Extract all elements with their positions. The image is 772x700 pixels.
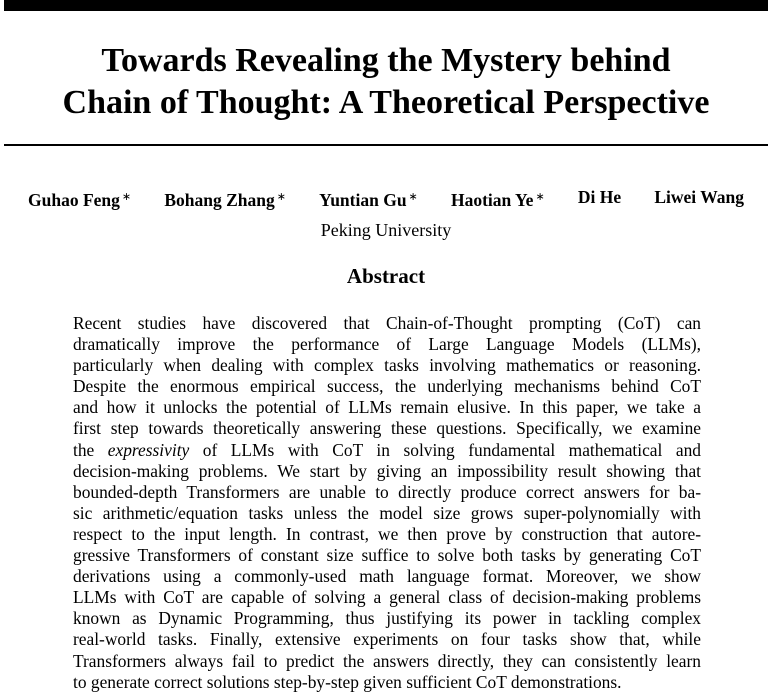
top-rule bbox=[4, 0, 768, 11]
title-line-2: Chain of Thought: A Theoretical Perspective bbox=[62, 84, 710, 121]
abstract-line: the expressivity of LLMs with CoT in solving fundamental mathematical and bbox=[73, 439, 702, 460]
author-list bbox=[28, 185, 744, 212]
author: Di He bbox=[577, 187, 622, 207]
affiliation: Peking University bbox=[320, 220, 452, 240]
title-bottom-rule bbox=[4, 144, 768, 146]
equal-contribution-mark: ∗ bbox=[121, 191, 132, 203]
equal-contribution-mark: ∗ bbox=[535, 191, 545, 203]
author: Guhao Feng ∗ bbox=[28, 190, 132, 210]
abstract-line: gressive Transformers of constant size suffice to solve both tasks by generating CoT bbox=[73, 545, 701, 566]
abstract-body bbox=[73, 313, 701, 693]
abstract-line: respect to the input length. In contrast, we then prove by construction that autore- bbox=[73, 523, 701, 544]
abstract-line: particularly when dealing with complex tasks involving mathematics or reasoning. bbox=[73, 355, 701, 376]
abstract-line: dramatically improve the performance of Large Language Models (LLMs), bbox=[73, 334, 701, 355]
abstract-line: LLMs with CoT are capable of solving a general class of decision-making problems bbox=[73, 587, 701, 608]
author: Liwei Wang bbox=[654, 187, 744, 207]
abstract-line: derivations using a commonly-used math language format. Moreover, we show bbox=[73, 566, 701, 587]
author: Bohang Zhang ∗ bbox=[164, 190, 286, 210]
equal-contribution-mark: ∗ bbox=[408, 191, 418, 203]
abstract-line: bounded-depth Transformers are unable to directly produce correct answers for ba- bbox=[73, 481, 701, 502]
author: Haotian Ye ∗ bbox=[450, 190, 545, 210]
abstract-line: real-world tasks. Finally, extensive experiments on four tasks show that, while bbox=[73, 629, 701, 650]
abstract-line: Recent studies have discovered that Chain-of-Thought prompting (CoT) can bbox=[73, 313, 701, 333]
abstract-line: sic arithmetic/equation tasks unless the model size grows super-polynomially with bbox=[73, 502, 701, 523]
abstract-line: known as Dynamic Programming, thus justifying its power in tackling complex bbox=[73, 608, 701, 629]
equal-contribution-mark: ∗ bbox=[276, 191, 286, 203]
abstract-line: and how it unlocks the potential of LLMs remain elusive. In this paper, we take a bbox=[73, 397, 701, 418]
abstract-heading: Abstract bbox=[346, 264, 426, 288]
title-line-1: Towards Revealing the Mystery behind bbox=[101, 42, 671, 79]
paper-title bbox=[0, 40, 772, 124]
abstract-line: first step towards theoretically answering these questions. Specifically, we examine bbox=[73, 418, 701, 439]
abstract-line: Despite the enormous empirical success, the underlying mechanisms behind CoT bbox=[73, 376, 701, 397]
abstract-line: to generate correct solutions step-by-step given sufficient CoT demonstrations. bbox=[73, 671, 622, 692]
author: Yuntian Gu ∗ bbox=[319, 190, 418, 210]
abstract-line: Transformers always fail to predict the answers directly, they can consistently learn bbox=[73, 650, 701, 671]
abstract-line: decision-making problems. We start by giving an impossibility result showing that bbox=[73, 460, 701, 481]
emphasized-term: expressivity bbox=[107, 439, 190, 460]
